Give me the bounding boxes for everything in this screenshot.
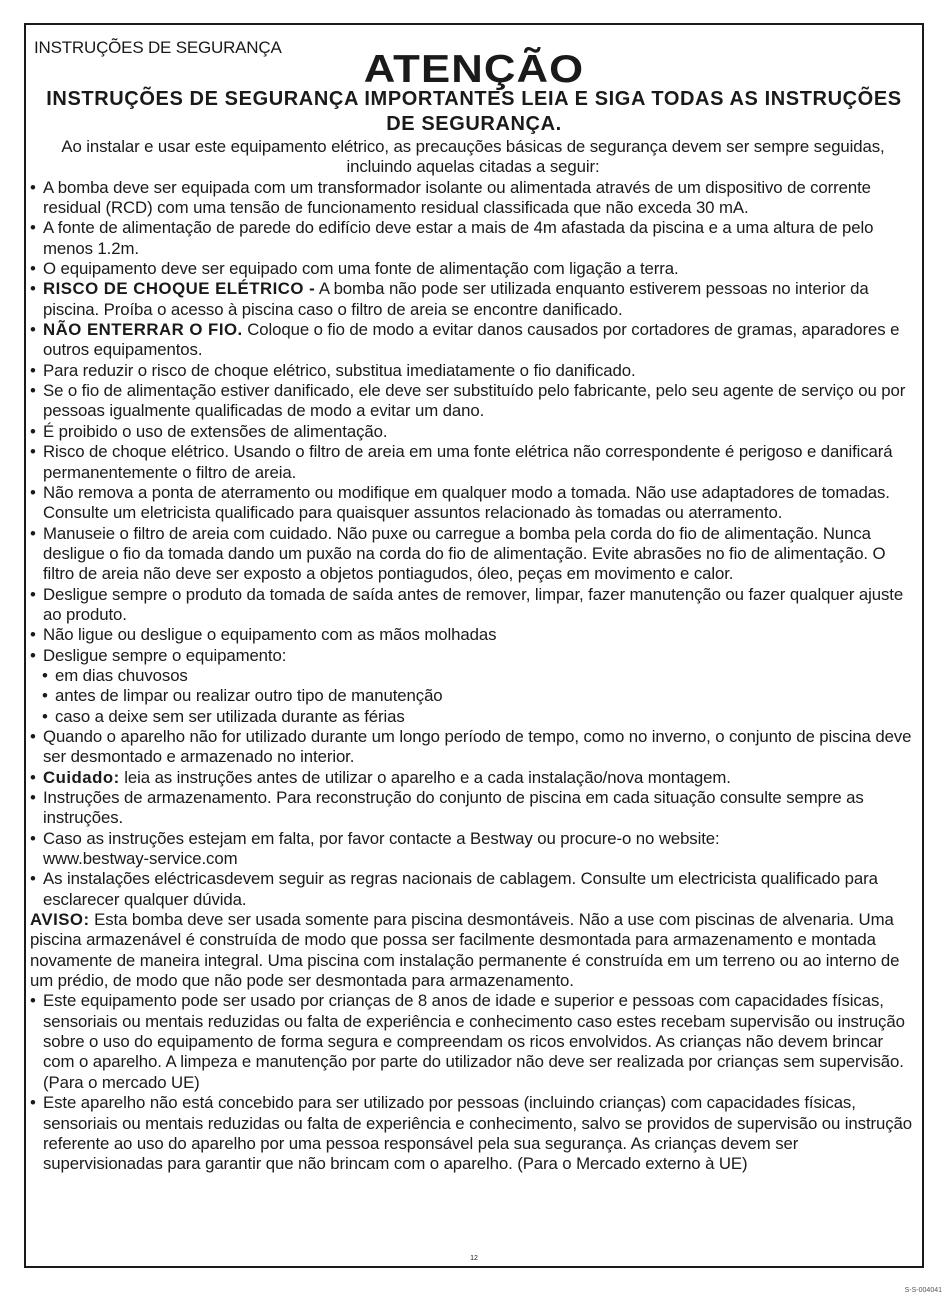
list-item: • Para reduzir o risco de choque elétrico, substitua imediatamente o fio danificado.	[30, 361, 916, 381]
list-item: • Desligue sempre o equipamento:	[30, 646, 916, 666]
website-url: www.bestway-service.com	[43, 849, 238, 869]
list-item: • NÃO ENTERRAR O FIO. Coloque o fio de modo a evitar danos causados por cortadores de gramas, aparadores e outros equipamentos.	[30, 320, 916, 361]
warning-label: RISCO DE CHOQUE ELÉTRICO -	[43, 279, 316, 299]
list-item: • A fonte de alimentação de parede do edifício deve estar a mais de 4m afastada da piscina e a uma altura de pelo menos 1.2m.	[30, 218, 916, 259]
list-item: • Manuseie o filtro de areia com cuidado. Não puxe ou carregue a bomba pela corda do fio de alimentação. Nunca desligue o fio da tomada dando um puxão na corda do fio de alimentação. Evite abrasões no fio de alimentação. O filtro de areia não deve ser exposto a objetos pontiagudos, óleo, peças em movimento e calor.	[30, 524, 916, 585]
sub-list-item: • em dias chuvosos	[30, 666, 916, 686]
aviso-label: AVISO:	[30, 910, 90, 930]
list-item: • RISCO DE CHOQUE ELÉTRICO - A bomba não pode ser utilizada enquanto estiverem pessoas no interior da piscina. Proíba o acesso à piscina caso o filtro de areia se encontre danificado.	[30, 279, 916, 320]
aviso-paragraph: AVISO: Esta bomba deve ser usada somente para piscina desmontáveis. Não a use com piscinas de alvenaria. Uma piscina armazenável é construída de modo que possa ser facilmente desmontada para armazenamento e montada novamente de maneira integral. Uma piscina com instalação permanente é construída em um terreno ou ao interno de um prédio, de modo que não pode ser desmontada para armazenamento.	[30, 910, 900, 991]
list-item: • Quando o aparelho não for utilizado durante um longo período de tempo, como no inverno, o conjunto de piscina deve ser desmontado e armazenado no interior.	[30, 727, 916, 768]
list-item: • Se o fio de alimentação estiver danificado, ele deve ser substituído pelo fabricante, pelo seu agente de serviço ou por pessoas igualmente qualificadas de modo a evitar um dano.	[30, 381, 916, 422]
list-item: • As instalações eléctricasdevem seguir as regras nacionais de cablagem. Consulte um electricista qualificado para esclarecer qualquer dúvida.	[30, 869, 916, 910]
section-label: INSTRUÇÕES DE SEGURANÇA	[34, 38, 282, 57]
caution-label: Cuidado:	[43, 767, 120, 787]
page-frame	[24, 23, 924, 1268]
list-item: • Risco de choque elétrico. Usando o filtro de areia em uma fonte elétrica não correspondente é perigoso e danificará permanentemente o filtro de areia.	[30, 442, 916, 483]
list-item: • Este aparelho não está concebido para ser utilizado por pessoas (incluindo crianças) com capacidades físicas, sensoriais ou mentais reduzidas ou falta de experiência e conhecimento, salvo se providos de supervisão ou instrução referente ao uso do aparelho por uma pessoa responsável pela sua segurança. As crianças devem ser supervisionadas para garantir que não brincam com o aparelho. (Para o Mercado externo à UE)	[30, 1093, 916, 1174]
list-item: • Caso as instruções estejam em falta, por favor contacte a Bestway ou procure-o no website:	[30, 829, 916, 849]
list-item: • A bomba deve ser equipada com um transformador isolante ou alimentada através de um dispositivo de corrente residual (RCD) com uma tensão de funcionamento residual classificada que não exceda 30 mA.	[30, 178, 916, 219]
list-item: • Não remova a ponta de aterramento ou modifique em qualquer modo a tomada. Não use adaptadores de tomadas. Consulte um eletricista qualificado para quaisquer assuntos relacionado às tomadas ou aterramento.	[30, 483, 916, 524]
sub-list-item: • antes de limpar ou realizar outro tipo de manutenção	[30, 686, 916, 706]
document-code: S-S-004041	[904, 1287, 942, 1294]
warning-label: NÃO ENTERRAR O FIO.	[43, 320, 243, 340]
list-item: • Instruções de armazenamento. Para reconstrução do conjunto de piscina em cada situação consulte sempre as instruções.	[30, 788, 916, 829]
sub-list-item: • caso a deixe sem ser utilizada durante as férias	[30, 707, 916, 727]
list-item: • Este equipamento pode ser usado por crianças de 8 anos de idade e superior e pessoas com capacidades físicas, sensoriais ou mentais reduzidas ou falta de experiência e conhecimento caso estes recebam supervisão ou instrução sobre o uso do equipamento de forma segura e compreendam os ricos envolvidos. As crianças não devem brincar com o aparelho. A limpeza e manutenção por parte do utilizador não deve ser realizada por crianças sem supervisão. (Para o mercado UE)	[30, 991, 916, 1093]
list-item: • O equipamento deve ser equipado com uma fonte de alimentação com ligação a terra.	[30, 259, 916, 279]
page-number: 12	[470, 1255, 478, 1262]
list-item: • É proibido o uso de extensões de alimentação.	[30, 422, 916, 442]
intro-text: Ao instalar e usar este equipamento elétrico, as precauções básicas de segurança devem ser sempre seguidas, incluindo aquelas citadas a seguir:	[61, 137, 885, 177]
list-item: • Cuidado: leia as instruções antes de utilizar o aparelho e a cada instalação/nova montagem.	[30, 768, 916, 788]
list-item: • Não ligue ou desligue o equipamento com as mãos molhadas	[30, 625, 916, 645]
list-item: • Desligue sempre o produto da tomada de saída antes de remover, limpar, fazer manutenção ou fazer qualquer ajuste ao produto.	[30, 585, 916, 626]
instructions-body	[30, 137, 916, 1175]
page-title: ATENÇÃO	[363, 48, 585, 91]
page-subtitle: INSTRUÇÕES DE SEGURANÇA IMPORTANTES LEIA E SIGA TODAS AS INSTRUÇÕES DE SEGURANÇA.	[46, 88, 902, 135]
